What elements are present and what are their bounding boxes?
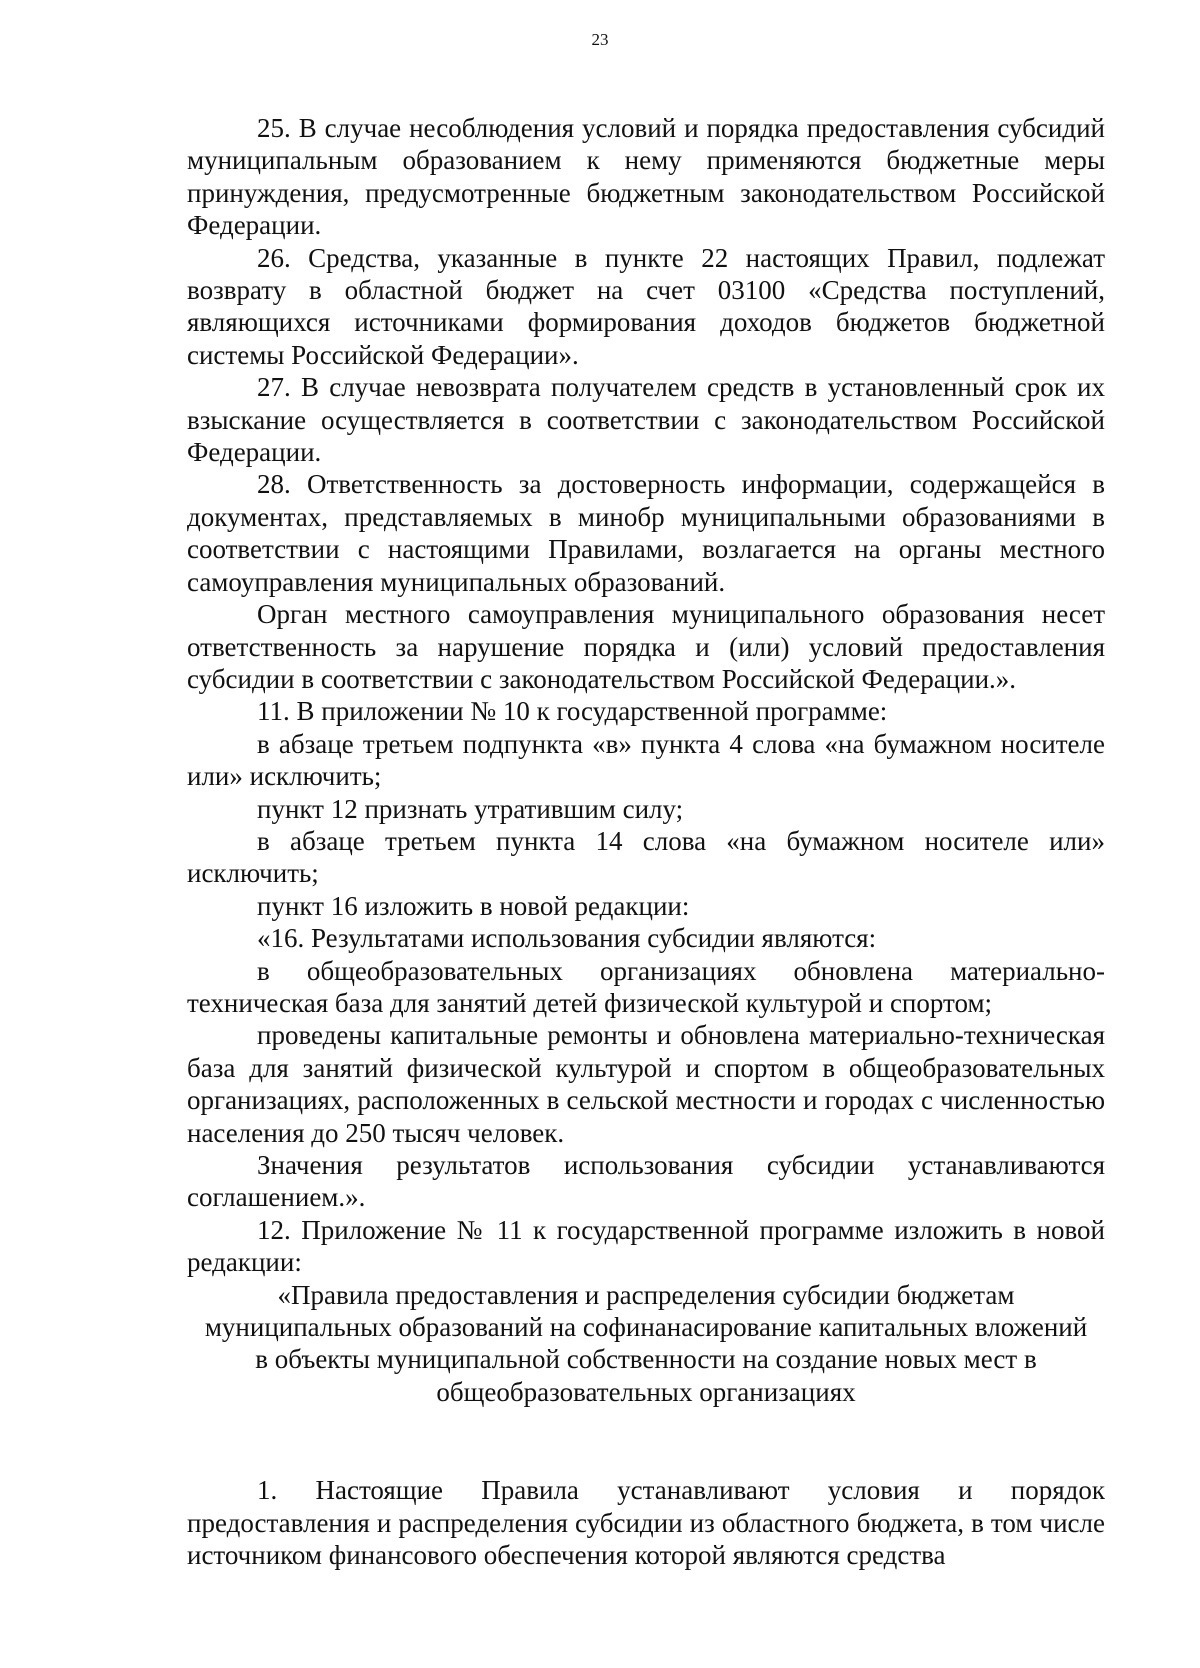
rules-heading-line: муниципальных образований на софинанасирование капитальных вложений: [204, 1312, 1088, 1343]
paragraph-28: 28. Ответственность за достоверность информации, содержащейся в документах, представляемых в минобр муниципальными образованиями в соответствии с настоящими Правилами, возлагается на органы местного самоуправления муниципальных образований.: [187, 469, 1105, 597]
paragraph-16-values: Значения результатов использования субсидии устанавливаются соглашением.».: [187, 1150, 1105, 1213]
paragraph-16-title: «16. Результатами использования субсидии являются:: [257, 923, 877, 954]
paragraph-26: 26. Средства, указанные в пункте 22 настоящих Правил, подлежат возврату в областной бюджет на счет 03100 «Средства поступлений, являющихся источниками формирования доходов бюджетов бюджетной системы Российской Федерации».: [187, 242, 1105, 370]
paragraph-25: 25. В случае несоблюдения условий и порядка предоставления субсидий муниципальным образованием к нему применяются бюджетные меры принуждения, предусмотренные бюджетным законодательством Российской Федерации.: [187, 113, 1105, 241]
paragraph-responsibility: Орган местного самоуправления муниципального образования несет ответственность за нарушение порядка и (или) условий предоставления субсидии в соответствии с законодательством Российской Федерации.».: [187, 599, 1105, 694]
rules-heading: [187, 1279, 1105, 1409]
paragraph-11: 11. В приложении № 10 к государственной программе:: [257, 696, 888, 727]
spacer: [187, 1408, 1105, 1474]
paragraph-12: 12. Приложение № 11 к государственной программе изложить в новой редакции:: [187, 1214, 1105, 1278]
paragraph-11-sub-c: в абзаце третьем пункта 14 слова «на бумажном носителе или» исключить;: [187, 825, 1105, 889]
paragraph-11-sub-a: в абзаце третьем подпункта «в» пункта 4 слова «на бумажном носителе или» исключить;: [187, 728, 1105, 792]
rules-paragraph-1: 1. Настоящие Правила устанавливают условия и порядок предоставления и распределения субсидии из областного бюджета, в том числе источником финансового обеспечения которой являются средства: [187, 1475, 1105, 1571]
page-number: 23: [591, 30, 609, 49]
rules-heading-line: общеобразовательных организациях: [436, 1376, 856, 1407]
rules-heading-line: в объекты муниципальной собственности на создание новых мест в: [255, 1344, 1037, 1375]
paragraph-11-sub-b: пункт 12 признать утратившим силу;: [257, 793, 684, 824]
paragraph-16-result-2: проведены капитальные ремонты и обновлена материально-техническая база для занятий физической культурой и спортом в общеобразовательных организациях, расположенных в сельской местности и городах с численностью населения до 250 тысяч человек.: [187, 1020, 1105, 1148]
paragraph-27: 27. В случае невозврата получателем средств в установленный срок их взыскание осуществляется в соответствии с законодательством Российской Федерации.: [187, 372, 1105, 468]
paragraph-16-result-1: в общеобразовательных организациях обновлена материально-техническая база для занятий детей физической культурой и спортом;: [187, 955, 1105, 1018]
rules-heading-line: «Правила предоставления и распределения субсидии бюджетам: [277, 1279, 1015, 1310]
document-body: [187, 112, 1105, 1571]
paragraph-11-sub-d: пункт 16 изложить в новой редакции:: [257, 890, 690, 921]
